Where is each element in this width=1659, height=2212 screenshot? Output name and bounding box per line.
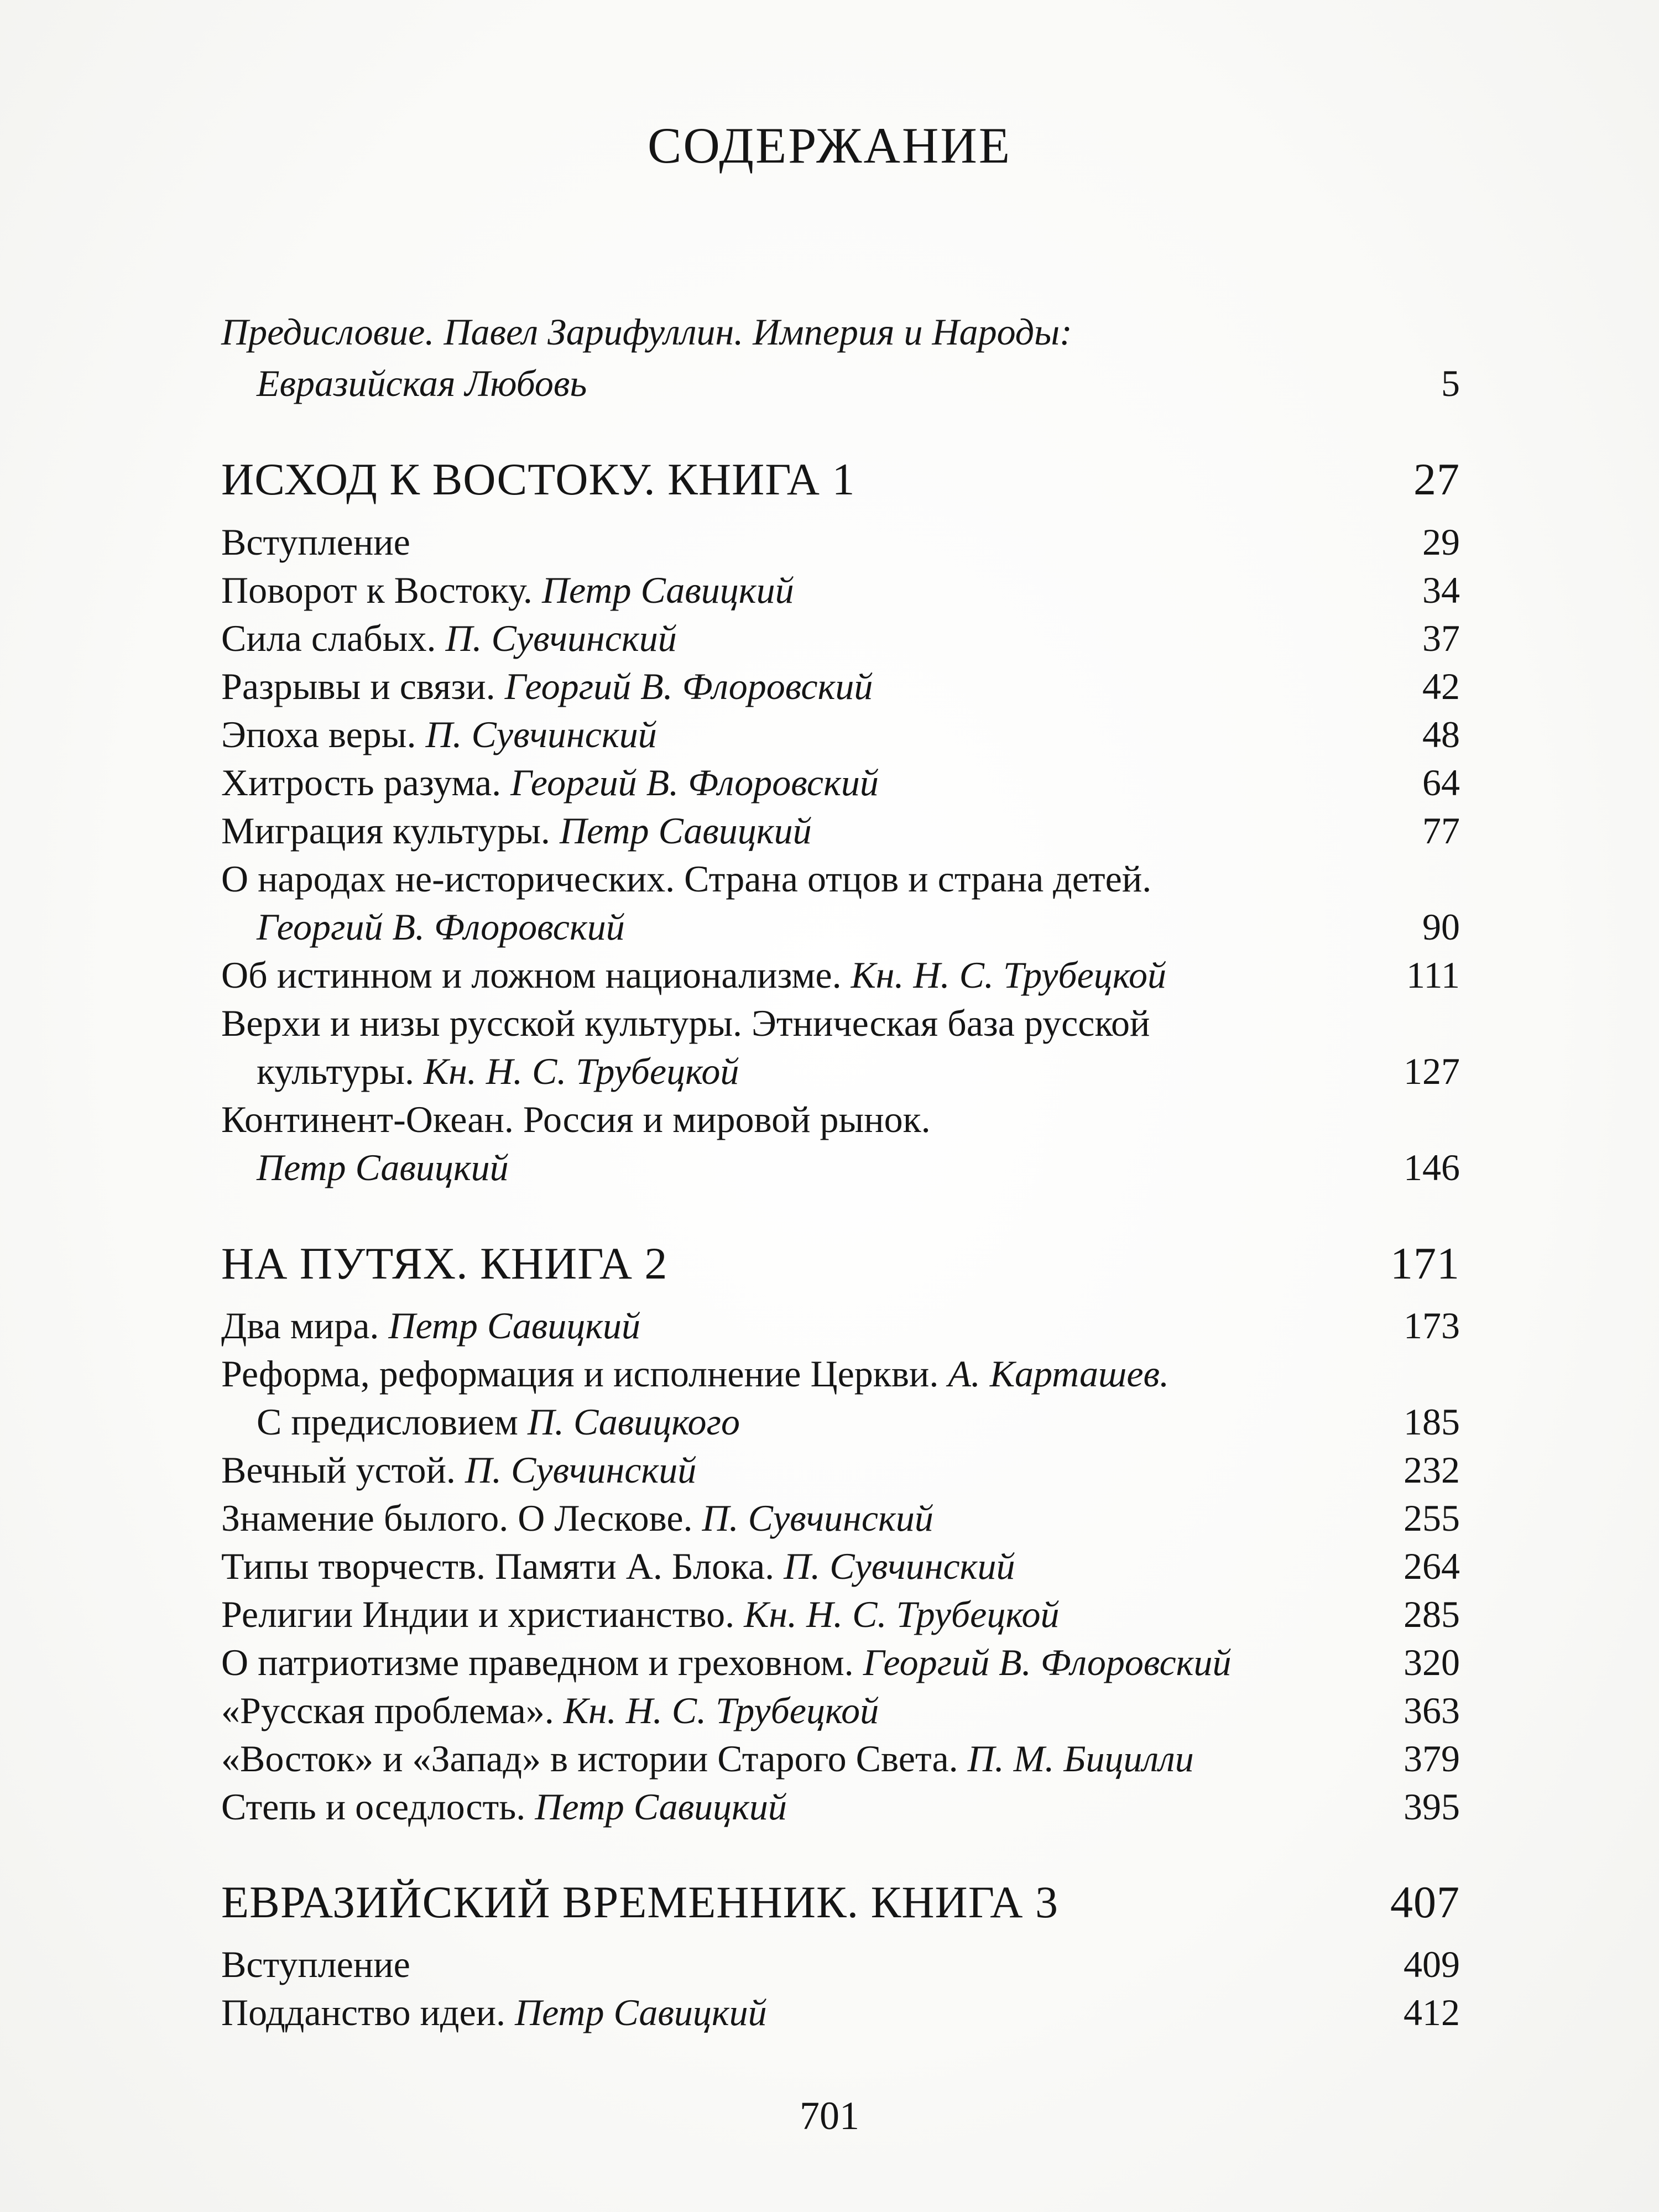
entry-title: «Русская проблема». — [221, 1689, 554, 1731]
entry-author: П. Сувчинский — [465, 1449, 697, 1491]
dot-leader — [1172, 987, 1401, 988]
toc-entry-continuation — [221, 1142, 1460, 1192]
entry-author: Петр Савицкий — [388, 1305, 641, 1347]
entry-title: Сила слабых. — [221, 617, 436, 659]
entry-author: Георгий В. Флоровский — [863, 1641, 1232, 1683]
page-number: 90 — [1422, 906, 1460, 948]
entry-author: Петр Савицкий — [515, 1991, 767, 2033]
toc-entry — [221, 758, 1460, 807]
page-number: 412 — [1404, 1991, 1460, 2033]
toc-section-heading — [221, 455, 1460, 504]
entry-title: О народах не-исторических. Страна отцов и страна детей. — [221, 858, 1152, 900]
page-number: 255 — [1404, 1497, 1460, 1539]
toc-entry — [221, 950, 1460, 1000]
toc-entry — [221, 1589, 1460, 1639]
toc-section-heading — [221, 1239, 1460, 1288]
entry-title: О патриотизме праведном и греховном. — [221, 1641, 854, 1683]
entry-author: Кн. Н. С. Трубецкой — [851, 954, 1166, 996]
dot-leader — [878, 698, 1417, 699]
page-folio-number: 701 — [800, 2094, 859, 2138]
page-number: 146 — [1404, 1146, 1460, 1188]
entry-title: культуры. — [257, 1050, 414, 1092]
entry-author: Кн. Н. С. Трубецкой — [423, 1050, 739, 1092]
page-number: 363 — [1404, 1689, 1460, 1731]
page-number: 232 — [1404, 1449, 1460, 1491]
toc-entry — [221, 613, 1460, 663]
dot-leader — [592, 395, 1436, 396]
entry-title: Вступление — [221, 1943, 410, 1985]
toc-entry — [221, 517, 1460, 567]
page-number: 407 — [1390, 1877, 1460, 1927]
toc-entry — [221, 806, 1460, 855]
toc-entry — [221, 1637, 1460, 1687]
page-number: 409 — [1404, 1943, 1460, 1985]
page-number: 42 — [1422, 665, 1460, 707]
page-number: 285 — [1404, 1593, 1460, 1635]
page-title: СОДЕРЖАНИЕ — [647, 117, 1012, 174]
entry-title: Вечный устой. — [221, 1449, 456, 1491]
dot-leader — [744, 1083, 1398, 1084]
entry-author: П. Сувчинский — [702, 1497, 933, 1539]
toc-entry — [221, 307, 1460, 357]
toc-entry — [221, 1349, 1460, 1399]
dot-leader — [416, 1976, 1398, 1977]
dot-leader — [416, 554, 1417, 555]
entry-title: «Восток» и «Запад» в истории Старого Света. — [221, 1738, 958, 1780]
page-number: 264 — [1404, 1545, 1460, 1587]
entry-author: Кн. Н. С. Трубецкой — [563, 1689, 879, 1731]
entry-author: П. Сувчинский — [784, 1545, 1015, 1587]
dot-leader — [1065, 1626, 1398, 1627]
toc-entry-continuation — [221, 1046, 1460, 1096]
entry-title: Континент-Океан. Россия и мировой рынок. — [221, 1098, 931, 1140]
page-number: 379 — [1404, 1738, 1460, 1780]
toc-entry — [221, 854, 1460, 904]
toc-entry — [221, 1939, 1460, 1989]
page-number: 173 — [1404, 1305, 1460, 1347]
dot-leader — [673, 1278, 1385, 1279]
dot-leader — [1020, 1578, 1398, 1579]
entry-author: Кн. Н. С. Трубецкой — [744, 1593, 1060, 1635]
entry-title: Вступление — [221, 521, 410, 563]
entry-author: П. Сувчинский — [425, 713, 657, 755]
toc-entry — [221, 1301, 1460, 1350]
toc-entry — [221, 998, 1460, 1048]
entry-title: Разрывы и связи. — [221, 665, 495, 707]
entry-title: Реформа, реформация и исполнение Церкви. — [221, 1353, 939, 1395]
page-number: 185 — [1404, 1401, 1460, 1443]
toc-entry — [221, 1541, 1460, 1591]
dot-leader — [682, 650, 1417, 651]
section-title: ЕВРАЗИЙСКИЙ ВРЕМЕННИК. КНИГА 3 — [221, 1877, 1058, 1927]
page-number: 77 — [1422, 810, 1460, 852]
page-number: 64 — [1422, 761, 1460, 804]
page-number: 29 — [1422, 521, 1460, 563]
entry-title: Подданство идеи. — [221, 1991, 506, 2033]
page-number: 48 — [1422, 713, 1460, 755]
page-number: 111 — [1406, 954, 1460, 996]
entry-title: Поворот к Востоку. — [221, 569, 533, 611]
entry-title: Об истинном и ложном национализме. — [221, 954, 842, 996]
page-number: 171 — [1390, 1238, 1460, 1288]
toc-entry — [221, 1987, 1460, 2037]
toc-section-heading — [221, 1877, 1460, 1927]
dot-leader — [800, 602, 1417, 603]
section-title: ИСХОД К ВОСТОКУ. КНИГА 1 — [221, 454, 855, 504]
page-number: 27 — [1413, 454, 1460, 504]
entry-author: А. Карташев. — [948, 1353, 1170, 1395]
entry-author: Георгий В. Флоровский — [257, 906, 625, 948]
entry-title: Знамение былого. О Лескове. — [221, 1497, 693, 1539]
toc-entry — [221, 1734, 1460, 1783]
entry-author: П. Савицкого — [527, 1401, 740, 1443]
dot-leader — [939, 1530, 1398, 1531]
toc-entry-continuation — [221, 1397, 1460, 1447]
toc-entry-continuation — [221, 358, 1460, 408]
entry-title: Хитрость разума. — [221, 761, 502, 804]
entry-title: Евразийская Любовь — [257, 362, 587, 404]
page-number: 34 — [1422, 569, 1460, 611]
entry-author: Петр Савицкий — [541, 569, 794, 611]
toc-entry — [221, 1094, 1460, 1144]
entry-title: Миграция культуры. — [221, 810, 550, 852]
entry-title: Типы творчеств. Памяти А. Блока. — [221, 1545, 775, 1587]
entry-author: Георгий В. Флоровский — [504, 665, 873, 707]
entry-author: Петр Савицкий — [257, 1146, 509, 1188]
entry-author: П. М. Бицилли — [967, 1738, 1194, 1780]
toc-entry-continuation — [221, 902, 1460, 952]
dot-leader — [702, 1482, 1398, 1483]
entry-title: Степь и оседлость. — [221, 1786, 526, 1828]
section-title: НА ПУТЯХ. КНИГА 2 — [221, 1238, 668, 1288]
entry-author: Петр Савицкий — [535, 1786, 787, 1828]
entry-title: С предисловием — [257, 1401, 518, 1443]
toc-entry — [221, 1445, 1460, 1495]
entry-title: Верхи и низы русской культуры. Этническая база русской — [221, 1002, 1150, 1044]
toc-entry — [221, 1782, 1460, 1832]
toc-entry — [221, 1493, 1460, 1543]
entry-title: Эпоха веры. — [221, 713, 416, 755]
page-number: 395 — [1404, 1786, 1460, 1828]
toc-entry — [221, 565, 1460, 615]
entry-title: Предисловие. Павел Зарифуллин. Империя и Народы: — [221, 311, 1072, 353]
toc-entry — [221, 661, 1460, 711]
toc-entry — [221, 1686, 1460, 1735]
entry-author: Петр Савицкий — [559, 810, 812, 852]
toc-entry — [221, 709, 1460, 759]
entry-author: Георгий В. Флоровский — [510, 761, 879, 804]
dot-leader — [1237, 1674, 1398, 1675]
entry-title: Религии Индии и христианство. — [221, 1593, 735, 1635]
page-number: 37 — [1422, 617, 1460, 659]
page-number: 127 — [1404, 1050, 1460, 1092]
entry-author: П. Сувчинский — [445, 617, 677, 659]
dot-leader — [630, 939, 1417, 940]
page-number: 320 — [1404, 1641, 1460, 1683]
entry-title: Два мира. — [221, 1305, 379, 1347]
page-number: 5 — [1441, 362, 1460, 404]
